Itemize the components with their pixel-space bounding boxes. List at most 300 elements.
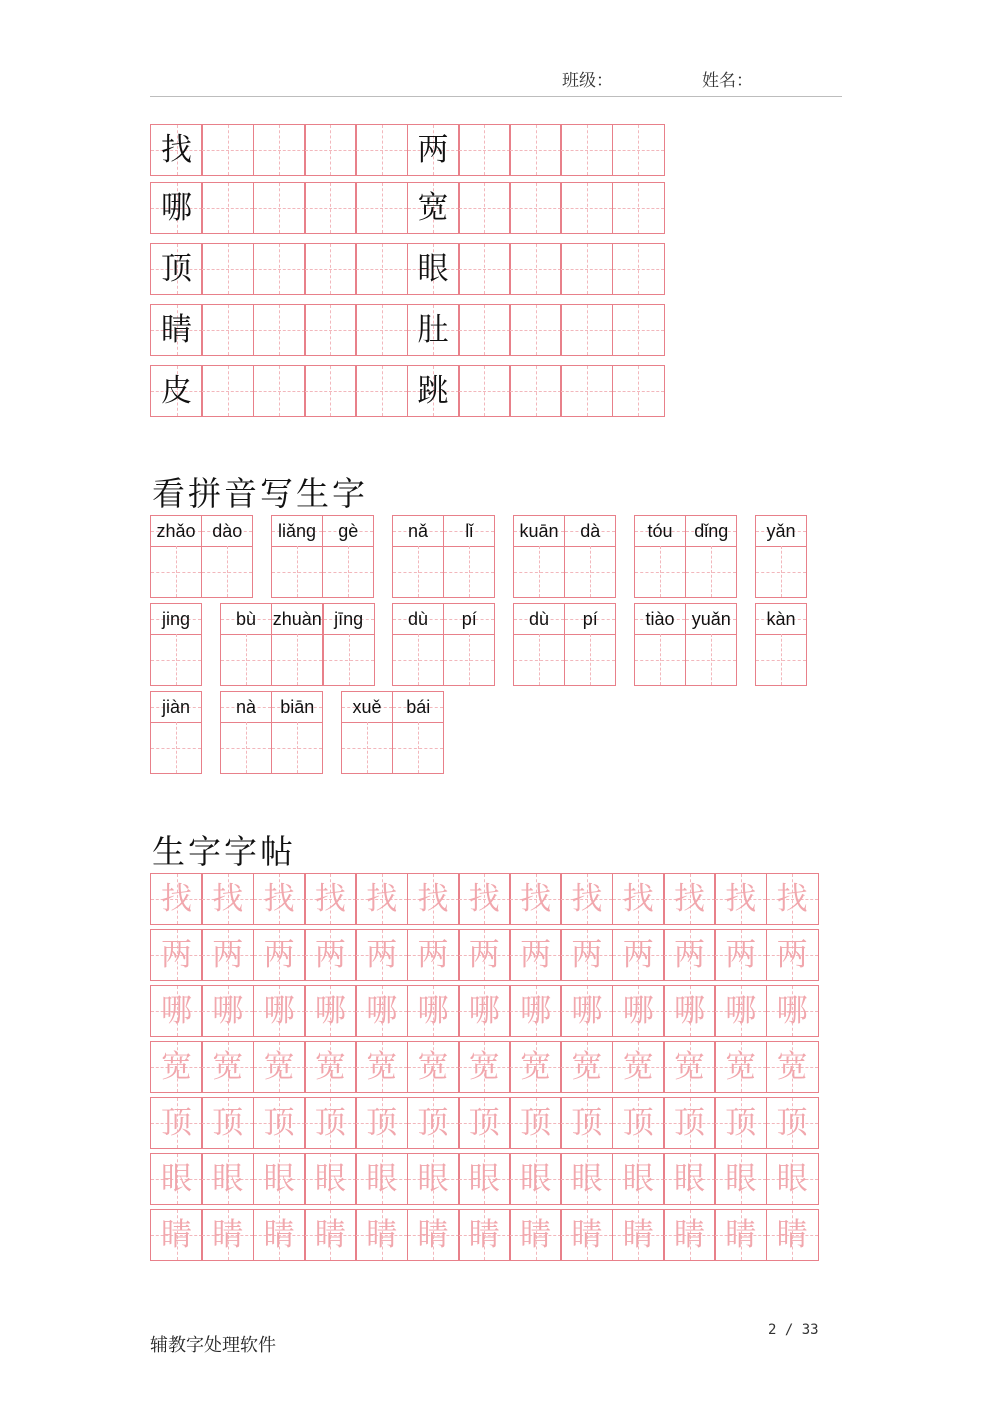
trace-cell[interactable] (714, 1097, 767, 1149)
practice-cell[interactable] (509, 365, 562, 417)
practice-cell[interactable] (253, 365, 306, 417)
practice-cell[interactable] (560, 124, 613, 176)
trace-cell[interactable] (663, 1041, 716, 1093)
pinyin-cell (150, 691, 201, 775)
trace-cell[interactable] (509, 1041, 562, 1093)
trace-character: 顶 (725, 1105, 757, 1141)
answer-box[interactable] (513, 546, 565, 598)
trace-cell[interactable] (766, 929, 819, 981)
trace-cell[interactable] (663, 873, 716, 925)
trace-character: 顶 (520, 1105, 552, 1141)
pinyin-label (755, 603, 807, 635)
answer-box[interactable] (271, 634, 323, 686)
trace-character: 两 (161, 937, 192, 973)
practice-cell[interactable] (355, 304, 408, 356)
trace-cell[interactable] (355, 1209, 408, 1261)
trace-character: 睛 (314, 1217, 346, 1253)
practice-cell[interactable] (201, 182, 254, 234)
pinyin-syllable: lǐ (465, 521, 474, 541)
pinyin-cell (564, 515, 615, 599)
trace-cell[interactable] (407, 1097, 460, 1149)
trace-cell[interactable] (407, 985, 460, 1037)
trace-character: 眼 (212, 1161, 244, 1197)
copybook-section-title: 生字字帖 (152, 832, 296, 871)
trace-cell[interactable] (150, 985, 203, 1037)
pinyin-cell (755, 515, 806, 599)
trace-character: 宽 (571, 1049, 603, 1085)
trace-character: 哪 (366, 993, 398, 1029)
practice-cell[interactable] (509, 243, 562, 295)
pinyin-label (685, 515, 737, 547)
pinyin-label (220, 691, 272, 723)
trace-character: 睛 (571, 1217, 603, 1253)
trace-cell[interactable] (201, 1041, 254, 1093)
trace-cell[interactable] (304, 1097, 357, 1149)
trace-cell[interactable] (407, 1209, 460, 1261)
trace-cell[interactable] (150, 873, 203, 925)
model-character: 宽 (417, 190, 449, 226)
trace-character: 眼 (776, 1161, 808, 1197)
page-number: 2 / 33 (768, 1322, 819, 1338)
practice-row (150, 124, 664, 176)
answer-box[interactable] (634, 546, 686, 598)
practice-cell[interactable] (509, 124, 562, 176)
practice-row (150, 182, 664, 234)
answer-box[interactable] (271, 722, 323, 774)
trace-cell[interactable] (766, 1097, 819, 1149)
trace-cell[interactable] (304, 1041, 357, 1093)
answer-box[interactable] (150, 634, 202, 686)
trace-cell[interactable] (509, 1153, 562, 1205)
trace-cell[interactable] (407, 929, 460, 981)
answer-box[interactable] (564, 546, 616, 598)
pinyin-cell (392, 691, 443, 775)
trace-cell[interactable] (304, 1153, 357, 1205)
pinyin-label (392, 603, 444, 635)
practice-cell[interactable] (458, 124, 511, 176)
trace-character: 宽 (161, 1049, 192, 1085)
answer-box[interactable] (220, 722, 272, 774)
trace-character: 两 (314, 937, 346, 973)
trace-character: 找 (366, 881, 398, 917)
trace-character: 睛 (674, 1217, 705, 1253)
pinyin-syllable: liǎng (277, 521, 317, 541)
answer-box[interactable] (392, 722, 444, 774)
answer-box[interactable] (443, 546, 495, 598)
trace-cell[interactable] (509, 1097, 562, 1149)
trace-cell[interactable] (663, 1209, 716, 1261)
trace-cell[interactable] (560, 929, 613, 981)
trace-character: 睛 (366, 1217, 398, 1253)
trace-cell[interactable] (766, 1041, 819, 1093)
pinyin-label (755, 515, 807, 547)
pinyin-cell (322, 515, 373, 599)
trace-cell[interactable] (458, 1153, 511, 1205)
pinyin-cell (685, 603, 736, 687)
practice-cell[interactable] (612, 243, 665, 295)
trace-cell[interactable] (560, 873, 613, 925)
practice-cell[interactable] (407, 182, 460, 234)
trace-character: 哪 (417, 993, 449, 1029)
trace-cell[interactable] (612, 985, 665, 1037)
trace-cell[interactable] (560, 1209, 613, 1261)
practice-cell[interactable] (509, 304, 562, 356)
practice-cell[interactable] (355, 124, 408, 176)
answer-box[interactable] (564, 634, 616, 686)
trace-character: 宽 (468, 1049, 500, 1085)
pinyin-syllable: biān (280, 697, 315, 717)
practice-cell[interactable] (201, 243, 254, 295)
copybook-row (150, 1041, 818, 1093)
answer-box[interactable] (220, 634, 272, 686)
trace-character: 睛 (161, 1217, 192, 1253)
practice-cell[interactable] (150, 243, 203, 295)
trace-character: 宽 (674, 1049, 705, 1085)
answer-box[interactable] (685, 546, 737, 598)
trace-cell[interactable] (509, 873, 562, 925)
trace-cell[interactable] (663, 985, 716, 1037)
practice-cell[interactable] (458, 182, 511, 234)
trace-character: 找 (314, 881, 346, 917)
answer-box[interactable] (341, 722, 393, 774)
trace-cell[interactable] (663, 1097, 716, 1149)
trace-character: 找 (263, 881, 295, 917)
trace-cell[interactable] (201, 985, 254, 1037)
pinyin-label (271, 603, 323, 635)
trace-character: 找 (417, 881, 449, 917)
trace-character: 睛 (520, 1217, 552, 1253)
practice-cell[interactable] (304, 365, 357, 417)
practice-cell[interactable] (304, 243, 357, 295)
pinyin-syllable: nǎ (407, 521, 429, 541)
trace-cell[interactable] (766, 873, 819, 925)
trace-cell[interactable] (407, 1153, 460, 1205)
answer-box[interactable] (755, 634, 807, 686)
class-label: 班级： (562, 71, 613, 91)
model-character: 皮 (161, 373, 192, 409)
answer-box[interactable] (150, 546, 202, 598)
trace-cell[interactable] (253, 1209, 306, 1261)
trace-cell[interactable] (509, 985, 562, 1037)
practice-cell[interactable] (407, 243, 460, 295)
trace-cell[interactable] (355, 929, 408, 981)
practice-cell[interactable] (201, 304, 254, 356)
trace-cell[interactable] (201, 929, 254, 981)
trace-cell[interactable] (612, 873, 665, 925)
trace-cell[interactable] (612, 929, 665, 981)
answer-box[interactable] (323, 634, 375, 686)
practice-cell[interactable] (407, 304, 460, 356)
answer-box[interactable] (322, 546, 374, 598)
practice-cell[interactable] (355, 243, 408, 295)
trace-cell[interactable] (458, 1041, 511, 1093)
trace-cell[interactable] (253, 1041, 306, 1093)
trace-character: 两 (571, 937, 603, 973)
trace-character: 找 (212, 881, 244, 917)
trace-character: 顶 (674, 1105, 705, 1141)
trace-cell[interactable] (714, 929, 767, 981)
practice-cell[interactable] (201, 124, 254, 176)
pinyin-section-title: 看拼音写生字 (152, 474, 368, 513)
pinyin-syllable: zhuàn (272, 609, 322, 629)
copybook-row (150, 1097, 818, 1149)
practice-cell[interactable] (304, 124, 357, 176)
trace-cell[interactable] (714, 985, 767, 1037)
practice-cell[interactable] (253, 304, 306, 356)
practice-cell[interactable] (612, 365, 665, 417)
pinyin-label (150, 691, 202, 723)
trace-character: 两 (468, 937, 500, 973)
trace-character: 睛 (622, 1217, 654, 1253)
trace-cell[interactable] (612, 1153, 665, 1205)
trace-character: 眼 (263, 1161, 295, 1197)
answer-box[interactable] (755, 546, 807, 598)
trace-character: 宽 (776, 1049, 808, 1085)
trace-character: 眼 (366, 1161, 398, 1197)
pinyin-cell (564, 603, 615, 687)
practice-cell[interactable] (201, 365, 254, 417)
trace-character: 眼 (161, 1161, 192, 1197)
trace-cell[interactable] (150, 1153, 203, 1205)
pinyin-syllable: gè (338, 521, 359, 541)
practice-cell[interactable] (560, 182, 613, 234)
pinyin-syllable: yuǎn (691, 609, 731, 629)
trace-cell[interactable] (355, 873, 408, 925)
practice-cell[interactable] (253, 124, 306, 176)
trace-character: 宽 (263, 1049, 295, 1085)
trace-character: 顶 (161, 1105, 192, 1141)
trace-cell[interactable] (458, 873, 511, 925)
answer-box[interactable] (201, 546, 253, 598)
trace-cell[interactable] (253, 1153, 306, 1205)
trace-cell[interactable] (766, 1209, 819, 1261)
trace-cell[interactable] (304, 873, 357, 925)
model-character: 两 (417, 132, 449, 168)
trace-cell[interactable] (458, 1209, 511, 1261)
pinyin-label (564, 603, 616, 635)
trace-character: 宽 (314, 1049, 346, 1085)
pinyin-cell (201, 515, 252, 599)
answer-box[interactable] (513, 634, 565, 686)
trace-character: 两 (417, 937, 449, 973)
trace-cell[interactable] (560, 985, 613, 1037)
pinyin-syllable: bái (406, 697, 431, 717)
practice-cell[interactable] (304, 182, 357, 234)
trace-character: 哪 (161, 993, 192, 1029)
pinyin-cell (220, 603, 271, 687)
pinyin-label (634, 603, 686, 635)
trace-character: 宽 (366, 1049, 398, 1085)
practice-cell[interactable] (253, 243, 306, 295)
name-label: 姓名： (702, 71, 753, 91)
practice-cell[interactable] (253, 182, 306, 234)
trace-cell[interactable] (407, 873, 460, 925)
trace-character: 哪 (263, 993, 295, 1029)
trace-character: 眼 (520, 1161, 552, 1197)
trace-cell[interactable] (355, 985, 408, 1037)
trace-character: 顶 (776, 1105, 808, 1141)
trace-cell[interactable] (663, 929, 716, 981)
practice-cell[interactable] (150, 365, 203, 417)
trace-cell[interactable] (355, 1097, 408, 1149)
trace-cell[interactable] (458, 929, 511, 981)
trace-character: 眼 (674, 1161, 705, 1197)
trace-cell[interactable] (766, 1153, 819, 1205)
trace-character: 睛 (725, 1217, 757, 1253)
trace-cell[interactable] (150, 1041, 203, 1093)
pinyin-syllable: kàn (766, 609, 796, 629)
trace-cell[interactable] (150, 929, 203, 981)
footer-software-name: 辅教字处理软件 (150, 1335, 276, 1356)
trace-character: 哪 (622, 993, 654, 1029)
trace-cell[interactable] (612, 1041, 665, 1093)
pinyin-cell (392, 603, 443, 687)
practice-cell[interactable] (509, 182, 562, 234)
trace-cell[interactable] (663, 1153, 716, 1205)
trace-cell[interactable] (509, 1209, 562, 1261)
practice-cell[interactable] (560, 243, 613, 295)
pinyin-cell (755, 603, 806, 687)
practice-cell[interactable] (560, 365, 613, 417)
copybook-row (150, 1153, 818, 1205)
trace-cell[interactable] (407, 1041, 460, 1093)
pinyin-cell (323, 603, 374, 687)
practice-cell[interactable] (612, 124, 665, 176)
pinyin-syllable: jiàn (161, 697, 191, 717)
pinyin-label (271, 691, 323, 723)
pinyin-syllable: dǐng (694, 521, 729, 541)
trace-character: 睛 (263, 1217, 295, 1253)
practice-cell[interactable] (560, 304, 613, 356)
trace-character: 顶 (366, 1105, 398, 1141)
trace-character: 两 (212, 937, 244, 973)
pinyin-cell (513, 515, 564, 599)
model-character: 跳 (417, 373, 449, 409)
pinyin-cell (271, 691, 322, 775)
trace-cell[interactable] (714, 873, 767, 925)
trace-cell[interactable] (201, 1097, 254, 1149)
pinyin-syllable: kuān (519, 521, 559, 541)
pinyin-syllable: tiào (645, 609, 675, 629)
trace-cell[interactable] (304, 985, 357, 1037)
trace-cell[interactable] (304, 1209, 357, 1261)
trace-cell[interactable] (253, 985, 306, 1037)
practice-cell[interactable] (150, 124, 203, 176)
pinyin-syllable: pí (582, 609, 598, 629)
practice-cell[interactable] (407, 124, 460, 176)
practice-cell[interactable] (150, 304, 203, 356)
pinyin-label (150, 603, 202, 635)
practice-cell[interactable] (150, 182, 203, 234)
trace-character: 眼 (468, 1161, 500, 1197)
trace-cell[interactable] (458, 985, 511, 1037)
trace-cell[interactable] (766, 985, 819, 1037)
practice-cell[interactable] (355, 365, 408, 417)
model-character: 哪 (161, 190, 192, 226)
model-character: 找 (161, 132, 192, 168)
trace-cell[interactable] (304, 929, 357, 981)
trace-character: 找 (622, 881, 654, 917)
trace-cell[interactable] (201, 1209, 254, 1261)
trace-cell[interactable] (612, 1097, 665, 1149)
trace-character: 两 (725, 937, 757, 973)
practice-cell[interactable] (458, 304, 511, 356)
trace-cell[interactable] (253, 873, 306, 925)
pinyin-syllable: jīng (334, 609, 364, 629)
trace-character: 宽 (417, 1049, 449, 1085)
trace-cell[interactable] (253, 1097, 306, 1149)
trace-cell[interactable] (714, 1041, 767, 1093)
pinyin-cell (634, 603, 685, 687)
practice-cell[interactable] (304, 304, 357, 356)
trace-character: 找 (520, 881, 552, 917)
practice-cell[interactable] (355, 182, 408, 234)
pinyin-label (341, 691, 393, 723)
practice-cell[interactable] (612, 182, 665, 234)
trace-cell[interactable] (201, 873, 254, 925)
pinyin-label (513, 603, 565, 635)
practice-cell[interactable] (458, 243, 511, 295)
trace-cell[interactable] (355, 1041, 408, 1093)
trace-character: 顶 (263, 1105, 295, 1141)
trace-character: 睛 (417, 1217, 449, 1253)
trace-character: 宽 (725, 1049, 757, 1085)
answer-box[interactable] (392, 634, 444, 686)
pinyin-label (443, 603, 495, 635)
trace-character: 顶 (571, 1105, 603, 1141)
practice-cell[interactable] (407, 365, 460, 417)
model-character: 肚 (417, 312, 449, 348)
model-character: 顶 (161, 251, 192, 287)
trace-cell[interactable] (253, 929, 306, 981)
pinyin-label (392, 515, 444, 547)
trace-cell[interactable] (560, 1153, 613, 1205)
trace-cell[interactable] (201, 1153, 254, 1205)
practice-cell[interactable] (612, 304, 665, 356)
answer-box[interactable] (634, 634, 686, 686)
pinyin-syllable: dào (212, 521, 243, 541)
pinyin-cell (443, 515, 494, 599)
trace-cell[interactable] (150, 1097, 203, 1149)
trace-character: 找 (161, 881, 192, 917)
pinyin-syllable: dà (580, 521, 601, 541)
trace-character: 眼 (417, 1161, 449, 1197)
trace-character: 哪 (520, 993, 552, 1029)
trace-cell[interactable] (560, 1041, 613, 1093)
trace-cell[interactable] (509, 929, 562, 981)
answer-box[interactable] (685, 634, 737, 686)
practice-cell[interactable] (458, 365, 511, 417)
trace-cell[interactable] (355, 1153, 408, 1205)
trace-character: 眼 (571, 1161, 603, 1197)
answer-box[interactable] (443, 634, 495, 686)
trace-character: 哪 (725, 993, 757, 1029)
trace-cell[interactable] (612, 1209, 665, 1261)
trace-cell[interactable] (714, 1153, 767, 1205)
trace-cell[interactable] (560, 1097, 613, 1149)
trace-cell[interactable] (458, 1097, 511, 1149)
trace-cell[interactable] (714, 1209, 767, 1261)
trace-character: 找 (776, 881, 808, 917)
answer-box[interactable] (392, 546, 444, 598)
practice-row (150, 304, 664, 356)
trace-cell[interactable] (150, 1209, 203, 1261)
trace-character: 两 (366, 937, 398, 973)
pinyin-syllable: zhǎo (156, 521, 196, 541)
answer-box[interactable] (150, 722, 202, 774)
answer-box[interactable] (271, 546, 323, 598)
trace-character: 睛 (468, 1217, 500, 1253)
